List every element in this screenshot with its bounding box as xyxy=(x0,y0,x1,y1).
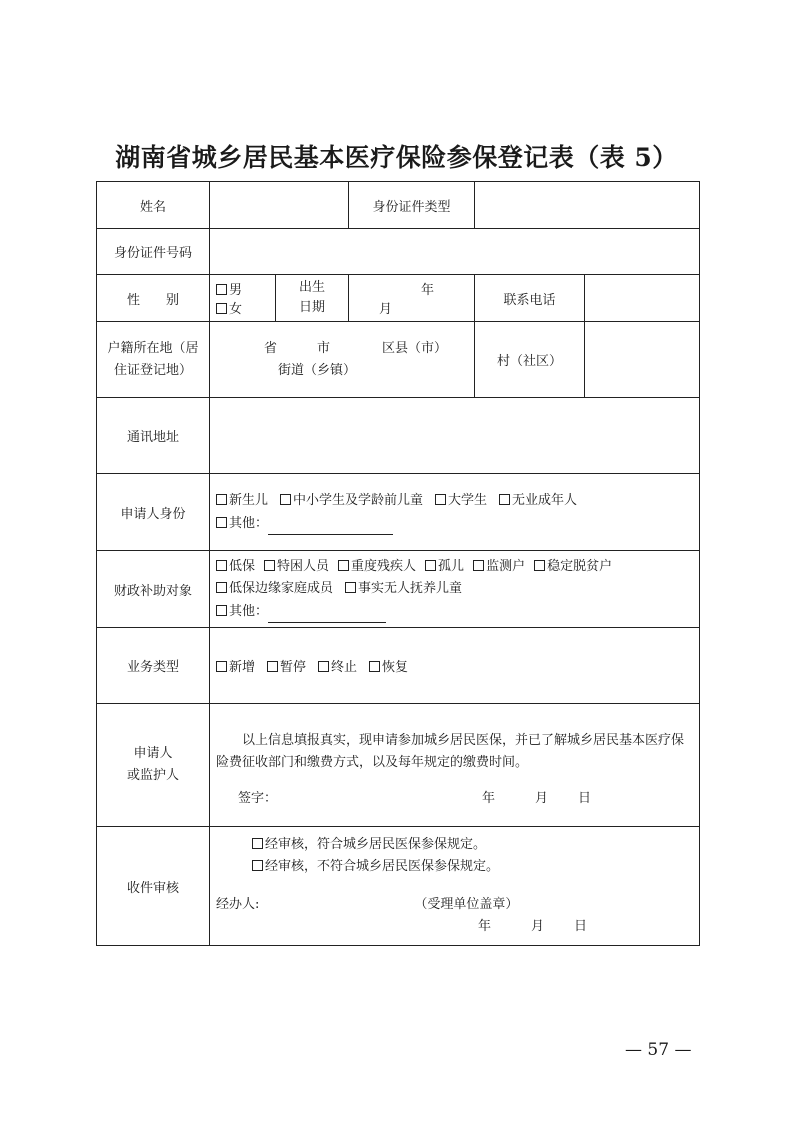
row-gender xyxy=(97,275,700,322)
stamp-label: （受理单位盖章） xyxy=(414,897,519,912)
subsidy-option[interactable]: 事实无人抚养儿童 xyxy=(345,581,462,596)
applicant-label: 申请人 或监护人 xyxy=(97,704,210,827)
row-review xyxy=(97,827,700,946)
checkbox-icon xyxy=(216,582,227,593)
subsidy-option[interactable]: 稳定脱贫户 xyxy=(534,559,612,574)
name-label: 姓名 xyxy=(97,182,210,229)
checkbox-icon xyxy=(264,560,275,571)
business-option[interactable]: 新增 xyxy=(216,660,255,675)
address-label: 通讯地址 xyxy=(97,398,210,474)
checkbox-icon xyxy=(499,494,510,505)
identity-label: 申请人身份 xyxy=(97,474,210,551)
review-content: 经审核，符合城乡居民医保参保规定。 经审核，不符合城乡居民医保参保规定。 经办人: （受理单位盖章） 年 月 日 xyxy=(210,827,700,946)
gender-label: 性 别 xyxy=(97,275,210,322)
row-household xyxy=(97,322,700,398)
identity-other-blank[interactable] xyxy=(268,512,393,535)
household-field[interactable]: 省 市 区县（市） 街道（乡镇） xyxy=(210,322,475,398)
row-id-number xyxy=(97,229,700,275)
identity-other[interactable]: 其他： xyxy=(216,512,693,535)
gender-options xyxy=(210,275,276,322)
checkbox-icon xyxy=(318,661,329,672)
business-option[interactable]: 终止 xyxy=(318,660,357,675)
checkbox-icon xyxy=(267,661,278,672)
subsidy-option[interactable]: 孤儿 xyxy=(425,559,464,574)
checkbox-icon xyxy=(216,605,227,616)
male-option[interactable]: 男 xyxy=(216,283,242,298)
signature-line[interactable]: 签字： 年 月 日 xyxy=(238,791,592,806)
review-fail-option[interactable]: 经审核，不符合城乡居民医保参保规定。 xyxy=(216,856,693,878)
checkbox-icon xyxy=(473,560,484,571)
checkbox-icon xyxy=(369,661,380,672)
phone-field[interactable] xyxy=(585,275,700,322)
business-label: 业务类型 xyxy=(97,628,210,704)
id-number-label: 身份证件号码 xyxy=(97,229,210,275)
village-field[interactable] xyxy=(585,322,700,398)
applicant-statement: 以上信息填报真实，现申请参加城乡居民医保，并已了解城乡居民基本医疗保 险费征收部门和缴费方式，以及每年规定的缴费时间。 签字： 年 月 日 xyxy=(210,704,700,827)
checkbox-icon xyxy=(216,303,227,314)
id-type-label: 身份证件类型 xyxy=(349,182,475,229)
subsidy-option[interactable]: 特困人员 xyxy=(264,559,329,574)
review-pass-option[interactable]: 经审核，符合城乡居民医保参保规定。 xyxy=(216,834,693,856)
subsidy-option[interactable]: 重度残疾人 xyxy=(338,559,416,574)
subsidy-option[interactable]: 低保 xyxy=(216,559,255,574)
row-applicant xyxy=(97,704,700,827)
birth-date-label: 出生 日期 xyxy=(276,275,349,322)
checkbox-icon xyxy=(216,560,227,571)
checkbox-icon xyxy=(338,560,349,571)
identity-options xyxy=(210,474,700,551)
checkbox-icon xyxy=(534,560,545,571)
subsidy-option[interactable]: 低保边缘家庭成员 xyxy=(216,581,333,596)
female-option[interactable]: 女 xyxy=(216,302,242,317)
checkbox-icon xyxy=(425,560,436,571)
id-number-field[interactable] xyxy=(210,229,700,275)
birth-date-field[interactable]: 年 月 xyxy=(349,275,475,322)
row-business xyxy=(97,628,700,704)
handler-label: 经办人: xyxy=(216,897,260,912)
id-type-field[interactable] xyxy=(475,182,700,229)
checkbox-icon xyxy=(216,661,227,672)
page-number: — 57 — xyxy=(625,1040,692,1060)
household-label: 户籍所在地（居 住证登记地） xyxy=(97,322,210,398)
subsidy-other[interactable]: 其他： xyxy=(216,600,693,623)
identity-option[interactable]: 中小学生及学龄前儿童 xyxy=(280,493,423,508)
checkbox-icon xyxy=(435,494,446,505)
checkbox-icon xyxy=(345,582,356,593)
page-title: 湖南省城乡居民基本医疗保险参保登记表（表 5） xyxy=(115,143,678,172)
subsidy-label: 财政补助对象 xyxy=(97,551,210,628)
row-identity xyxy=(97,474,700,551)
row-subsidy xyxy=(97,551,700,628)
checkbox-icon xyxy=(252,860,263,871)
business-option[interactable]: 暂停 xyxy=(267,660,306,675)
village-label: 村（社区） xyxy=(475,322,585,398)
address-field[interactable] xyxy=(210,398,700,474)
checkbox-icon xyxy=(216,494,227,505)
identity-option[interactable]: 新生儿 xyxy=(216,493,268,508)
identity-option[interactable]: 无业成年人 xyxy=(499,493,577,508)
name-field[interactable] xyxy=(210,182,349,229)
checkbox-icon xyxy=(216,284,227,295)
business-option[interactable]: 恢复 xyxy=(369,660,408,675)
row-address xyxy=(97,398,700,474)
review-label: 收件审核 xyxy=(97,827,210,946)
registration-form xyxy=(96,181,700,946)
checkbox-icon xyxy=(252,838,263,849)
checkbox-icon xyxy=(216,517,227,528)
phone-label: 联系电话 xyxy=(475,275,585,322)
business-options xyxy=(210,628,700,704)
identity-option[interactable]: 大学生 xyxy=(435,493,487,508)
subsidy-option[interactable]: 监测户 xyxy=(473,559,525,574)
subsidy-other-blank[interactable] xyxy=(268,600,386,623)
subsidy-options xyxy=(210,551,700,628)
checkbox-icon xyxy=(280,494,291,505)
row-name xyxy=(97,182,700,229)
